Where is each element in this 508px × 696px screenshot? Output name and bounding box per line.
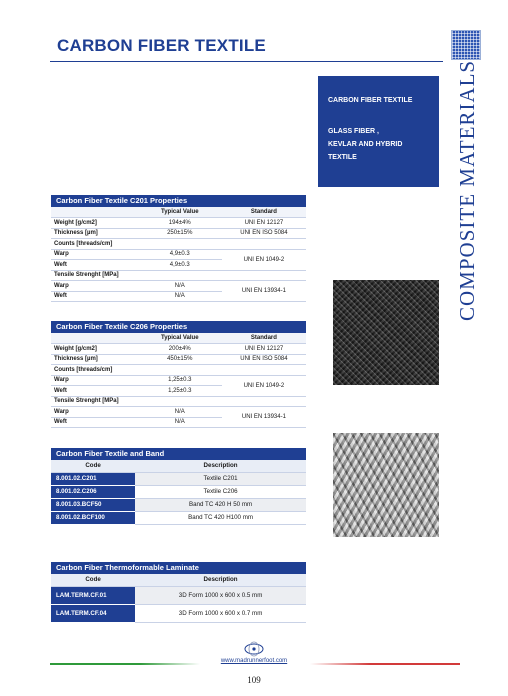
row-standard: UNI EN ISO 5084: [222, 228, 306, 239]
table-header-row: [51, 333, 306, 344]
info-box-line: TEXTILE: [328, 154, 357, 161]
website-link[interactable]: www.madrunnerfoot.com: [220, 658, 288, 664]
row-value: 1,25±0.3: [138, 375, 222, 386]
row-standard: UNI EN 1049-2: [222, 249, 306, 270]
table-row: [51, 249, 306, 260]
row-value: N/A: [138, 281, 222, 292]
textile-band-codes-table: [51, 448, 306, 525]
row-standard: UNI EN ISO 5084: [222, 354, 306, 365]
row-standard: UNI EN 12127: [222, 218, 306, 229]
row-label: Warp: [51, 249, 138, 260]
group-label: Counts [threads/cm]: [51, 239, 306, 250]
c201-properties-table: [51, 195, 306, 302]
table-group-row: [51, 270, 306, 281]
header-cell: Description: [135, 574, 306, 586]
table-row: [51, 604, 306, 622]
table-row: [51, 281, 306, 292]
row-label: Warp: [51, 281, 138, 292]
row-value: N/A: [138, 417, 222, 428]
table-header-row: [51, 574, 306, 586]
product-code: LAM.TERM.CF.01: [51, 586, 135, 604]
row-label: Warp: [51, 407, 138, 418]
page-title: CARBON FIBER TEXTILE: [57, 36, 266, 55]
company-logo-icon: [243, 641, 265, 657]
table-group-row: [51, 396, 306, 407]
header-cell: [51, 333, 138, 344]
row-label: Weft: [51, 386, 138, 397]
header-cell: Typical Value: [138, 207, 222, 218]
hybrid-textile-photo: [333, 433, 439, 537]
header-cell: Standard: [222, 207, 306, 218]
table-row: [51, 354, 306, 365]
row-value: 4,9±0.3: [138, 260, 222, 271]
table-row: [51, 586, 306, 604]
header-cell: Code: [51, 574, 135, 586]
row-value: N/A: [138, 291, 222, 302]
table-row: [51, 485, 306, 498]
row-standard: UNI EN 13934-1: [222, 281, 306, 302]
product-description: Textile C201: [135, 472, 306, 485]
table-title: Carbon Fiber Textile and Band: [51, 448, 306, 460]
info-box-line: GLASS FIBER ,: [328, 128, 379, 135]
group-label: Tensile Strenght [MPa]: [51, 270, 306, 281]
info-box-title: CARBON FIBER TEXTILE: [328, 97, 413, 104]
table-row: [51, 375, 306, 386]
c206-properties-table: [51, 321, 306, 428]
product-code: 8.001.03.BCF50: [51, 498, 135, 511]
table-row: [51, 228, 306, 239]
row-label: Weight [g/cm2]: [51, 218, 138, 229]
group-label: Tensile Strenght [MPa]: [51, 396, 306, 407]
header-cell: [51, 207, 138, 218]
table-row: [51, 218, 306, 229]
header-cell: Code: [51, 460, 135, 472]
row-value: 450±15%: [138, 354, 222, 365]
table-group-row: [51, 239, 306, 250]
title-divider: [50, 61, 443, 62]
table-title: Carbon Fiber Textile C201 Properties: [51, 195, 306, 207]
product-code: 8.001.02.C201: [51, 472, 135, 485]
page-number: 109: [247, 675, 261, 685]
table-row: [51, 472, 306, 485]
group-label: Counts [threads/cm]: [51, 365, 306, 376]
row-standard: UNI EN 13934-1: [222, 407, 306, 428]
laminate-codes-table: [51, 562, 306, 623]
product-code: LAM.TERM.CF.04: [51, 604, 135, 622]
row-value: 1,25±0.3: [138, 386, 222, 397]
product-description: Textile C206: [135, 485, 306, 498]
row-standard: UNI EN 1049-2: [222, 375, 306, 396]
row-label: Warp: [51, 375, 138, 386]
row-label: Weft: [51, 417, 138, 428]
row-standard: UNI EN 12127: [222, 344, 306, 355]
row-label: Weft: [51, 291, 138, 302]
table-group-row: [51, 365, 306, 376]
table-row: [51, 407, 306, 418]
info-box-line: KEVLAR AND HYBRID: [328, 141, 403, 148]
row-value: 4,9±0.3: [138, 249, 222, 260]
table-row: [51, 498, 306, 511]
product-code: 8.001.02.C206: [51, 485, 135, 498]
product-description: Band TC 420 H 50 mm: [135, 498, 306, 511]
table-title: Carbon Fiber Thermoformable Laminate: [51, 562, 306, 574]
header-cell: Standard: [222, 333, 306, 344]
table-header-row: [51, 207, 306, 218]
product-description: Band TC 420 H100 mm: [135, 511, 306, 524]
product-description: 3D Form 1000 x 600 x 0.7 mm: [135, 604, 306, 622]
row-label: Weight [g/cm2]: [51, 344, 138, 355]
row-value: 200±4%: [138, 344, 222, 355]
category-info-box: [318, 76, 439, 187]
row-label: Weft: [51, 260, 138, 271]
carbon-fiber-photo: [333, 280, 439, 385]
table-row: [51, 511, 306, 524]
grid-logo-icon: [451, 30, 481, 60]
product-description: 3D Form 1000 x 600 x 0.5 mm: [135, 586, 306, 604]
table-row: [51, 344, 306, 355]
row-value: N/A: [138, 407, 222, 418]
table-header-row: [51, 460, 306, 472]
table-title: Carbon Fiber Textile C206 Properties: [51, 321, 306, 333]
product-code: 8.001.02.BCF100: [51, 511, 135, 524]
header-cell: Description: [135, 460, 306, 472]
row-value: 250±15%: [138, 228, 222, 239]
row-label: Thickness [µm]: [51, 354, 138, 365]
row-value: 194±4%: [138, 218, 222, 229]
header-cell: Typical Value: [138, 333, 222, 344]
row-label: Thickness [µm]: [51, 228, 138, 239]
side-label-text: COMPOSITE MATERIALS: [455, 59, 479, 321]
